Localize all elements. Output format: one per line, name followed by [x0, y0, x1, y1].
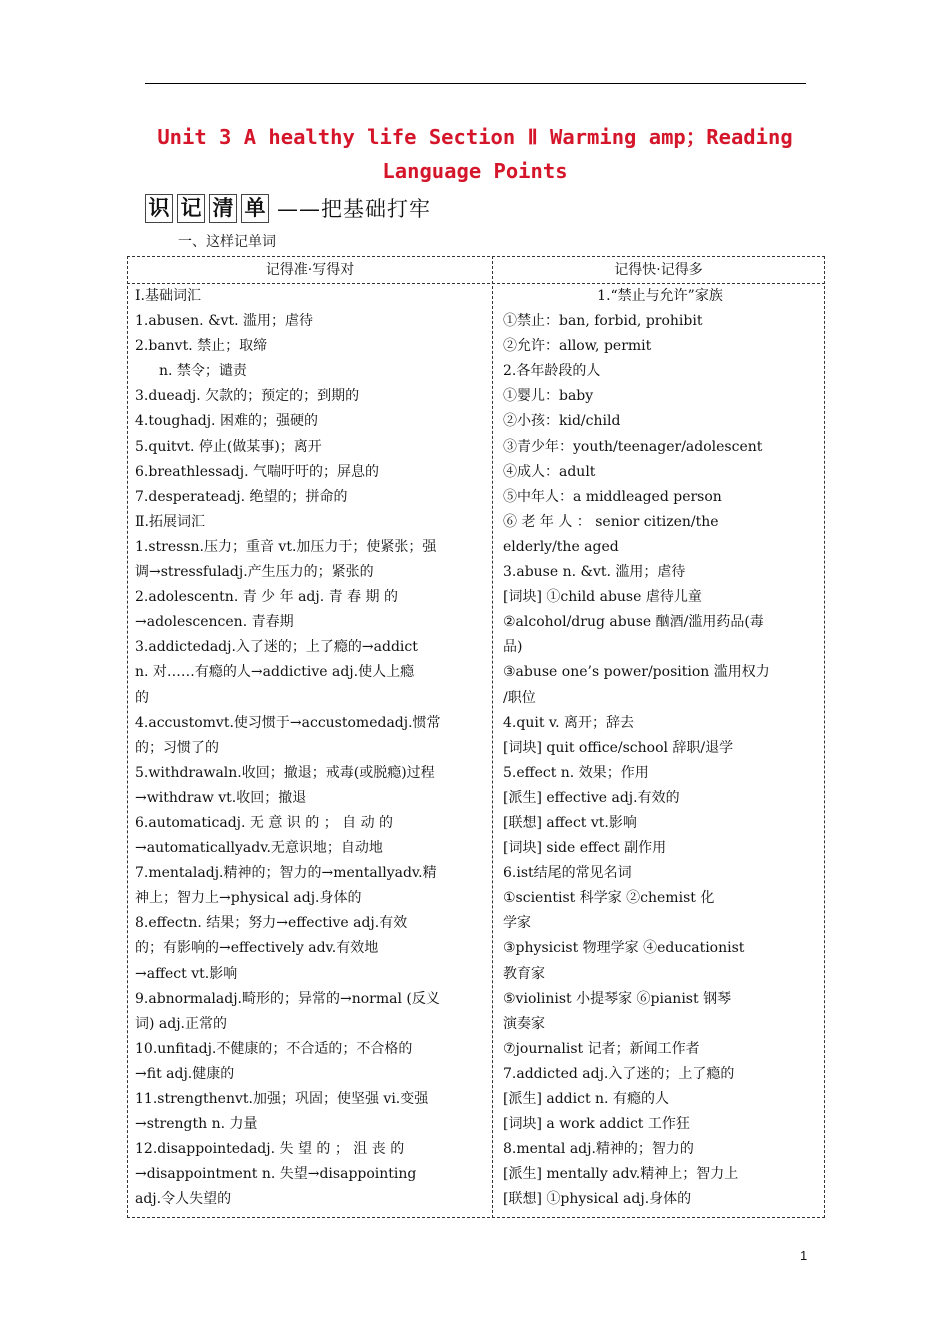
list-item: 5.effect n. 效果；作用 [503, 764, 649, 781]
list-item: Ⅰ.基础词汇 [135, 288, 201, 304]
boxed-char: 识 [145, 194, 173, 223]
list-item: [派生] mentally adv.精神上；智力上 [503, 1166, 739, 1183]
list-item: [派生] effective adj.有效的 [503, 789, 680, 806]
list-item: Ⅱ.拓展词汇 [135, 513, 205, 530]
list-item: ④成人：adult [503, 463, 596, 480]
list-item: 3.abuse n. &vt. 滥用；虐待 [503, 564, 686, 581]
list-item: 11.strengthenvt.加强；巩固；使坚强 vi.变强 [135, 1091, 429, 1107]
list-item: 8.effectn. 结果；努力→effective adj.有效 [135, 915, 408, 932]
title-line-1: Unit 3 A healthy life Section Ⅱ Warming amp；Reading [157, 125, 793, 149]
list-item: [词块] side effect 副作用 [503, 840, 667, 857]
boxed-char: 单 [241, 194, 269, 223]
list-item: 1.stressn.压力；重音 vt.加压力于；使紧张；强 [135, 538, 437, 555]
list-item: [词块] quit office/school 辞职/退学 [503, 739, 734, 756]
page-number: 1 [800, 1248, 808, 1263]
list-item: 4.toughadj. 困难的；强硬的 [135, 413, 318, 430]
list-item: →fit adj.健康的 [135, 1065, 235, 1082]
list-item: 调→stressfuladj.产生压力的；紧张的 [135, 564, 374, 581]
list-item: elderly/the aged [503, 538, 619, 555]
list-item: ⑦journalist 记者；新闻工作者 [503, 1040, 700, 1057]
boxed-char: 记 [177, 194, 205, 223]
list-item: [联想] affect vt.影响 [503, 814, 637, 831]
list-item: ②允许：allow, permit [503, 338, 652, 355]
left-column-header: 记得准·写得对 [265, 262, 355, 278]
list-item: ①婴儿：baby [503, 388, 594, 405]
list-item: ③青少年：youth/teenager/adolescent [503, 438, 763, 455]
list-item: 4.accustomvt.使习惯于→accustomedadj.惯常 [135, 714, 441, 731]
list-item: 演奏家 [503, 1015, 545, 1032]
list-item: ①scientist 科学家 ②chemist 化 [503, 890, 715, 907]
list-item: 9.abnormaladj.畸形的；异常的→normal (反义 [135, 990, 440, 1007]
list-item: 6.automaticadj. 无 意 识 的 ； 自 动 的 [135, 814, 394, 831]
list-item: 5.withdrawaln.收回；撤退；戒毒(或脱瘾)过程 [135, 764, 435, 781]
list-item: ②alcohol/drug abuse 酗酒/滥用药品(毒 [503, 614, 764, 631]
list-item: 神上；智力上→physical adj.身体的 [135, 890, 362, 907]
section-subtitle: ——把基础打牢 [277, 197, 431, 221]
list-item: 8.mental adj.精神的；智力的 [503, 1141, 694, 1158]
list-item: /职位 [503, 689, 536, 706]
list-item: 4.quit v. 离开；辞去 [503, 714, 635, 731]
list-item: 1.“禁止与允许”家族 [597, 288, 723, 304]
list-item: 的；有影响的→effectively adv.有效地 [135, 940, 379, 957]
list-item: 6.breathlessadj. 气喘吁吁的；屏息的 [135, 463, 379, 480]
list-item: →affect vt.影响 [135, 965, 238, 982]
list-item: 5.quitvt. 停止(做某事)；离开 [135, 438, 322, 455]
list-item: 词) adj.正常的 [135, 1015, 228, 1032]
list-item: 2.各年龄段的人 [503, 363, 601, 380]
list-item: 学家 [503, 915, 531, 932]
list-item: 2.banvt. 禁止；取缔 [135, 338, 268, 355]
boxed-char: 清 [209, 194, 237, 223]
list-item: 的 [135, 689, 149, 706]
list-item: 3.dueadj. 欠款的；预定的；到期的 [135, 388, 360, 405]
list-item: n. 禁令；谴责 [159, 363, 247, 380]
table-column-divider [492, 256, 493, 1218]
right-column-header: 记得快·记得多 [614, 262, 703, 278]
list-item: 品) [503, 639, 523, 656]
list-item: 7.mentaladj.精神的；智力的→mentallyadv.精 [135, 865, 437, 882]
title-line-2: Language Points [382, 159, 568, 183]
list-item: adj.令人失望的 [135, 1191, 232, 1208]
list-item: [派生] addict n. 有瘾的人 [503, 1091, 669, 1107]
list-item: 2.adolescentn. 青 少 年 adj. 青 春 期 的 [135, 589, 398, 606]
page-title [140, 120, 810, 188]
list-item: 10.unfitadj.不健康的；不合适的；不合格的 [135, 1040, 413, 1057]
list-item: ②小孩：kid/child [503, 413, 621, 430]
list-item: 1.abusen. &vt. 滥用；虐待 [135, 313, 313, 330]
left-column [135, 284, 485, 1212]
list-item: 7.desperateadj. 绝望的；拼命的 [135, 488, 348, 505]
list-item: [词块] ①child abuse 虐待儿童 [503, 589, 702, 606]
list-item: →strength n. 力量 [135, 1116, 258, 1133]
list-item: 6.ist结尾的常见名词 [503, 865, 632, 882]
list-item: →withdraw vt.收回；撤退 [135, 789, 307, 806]
section-heading [145, 190, 431, 226]
list-item: →disappointment n. 失望→disappointing [135, 1166, 417, 1183]
right-column [503, 284, 817, 1212]
list-item: [联想] ①physical adj.身体的 [503, 1191, 692, 1208]
list-item: 3.addictedadj.入了迷的；上了瘾的→addict [135, 639, 418, 656]
subheading: 一、这样记单词 [178, 234, 276, 250]
list-item: ③physicist 物理学家 ④educationist [503, 940, 745, 957]
list-item: 7.addicted adj.入了迷的；上了瘾的 [503, 1065, 735, 1082]
list-item: [词块] a work addict 工作狂 [503, 1116, 690, 1133]
list-item: n. 对……有瘾的人→addictive adj.使人上瘾 [135, 664, 415, 681]
list-item: 的；习惯了的 [135, 739, 219, 756]
list-item: ①禁止：ban, forbid, prohibit [503, 313, 703, 330]
list-item: →adolescencen. 青春期 [135, 614, 294, 631]
header-rule [145, 83, 806, 84]
list-item: ⑥ 老 年 人 ： senior citizen/the [503, 513, 719, 530]
list-item: ⑤中年人：a middleaged person [503, 488, 722, 505]
list-item: 12.disappointedadj. 失 望 的 ； 沮 丧 的 [135, 1141, 405, 1158]
list-item: ⑤violinist 小提琴家 ⑥pianist 钢琴 [503, 990, 732, 1007]
list-item: 教育家 [503, 965, 545, 982]
list-item: →automaticallyadv.无意识地；自动地 [135, 840, 383, 857]
list-item: ③abuse one’s power/position 滥用权力 [503, 664, 770, 681]
